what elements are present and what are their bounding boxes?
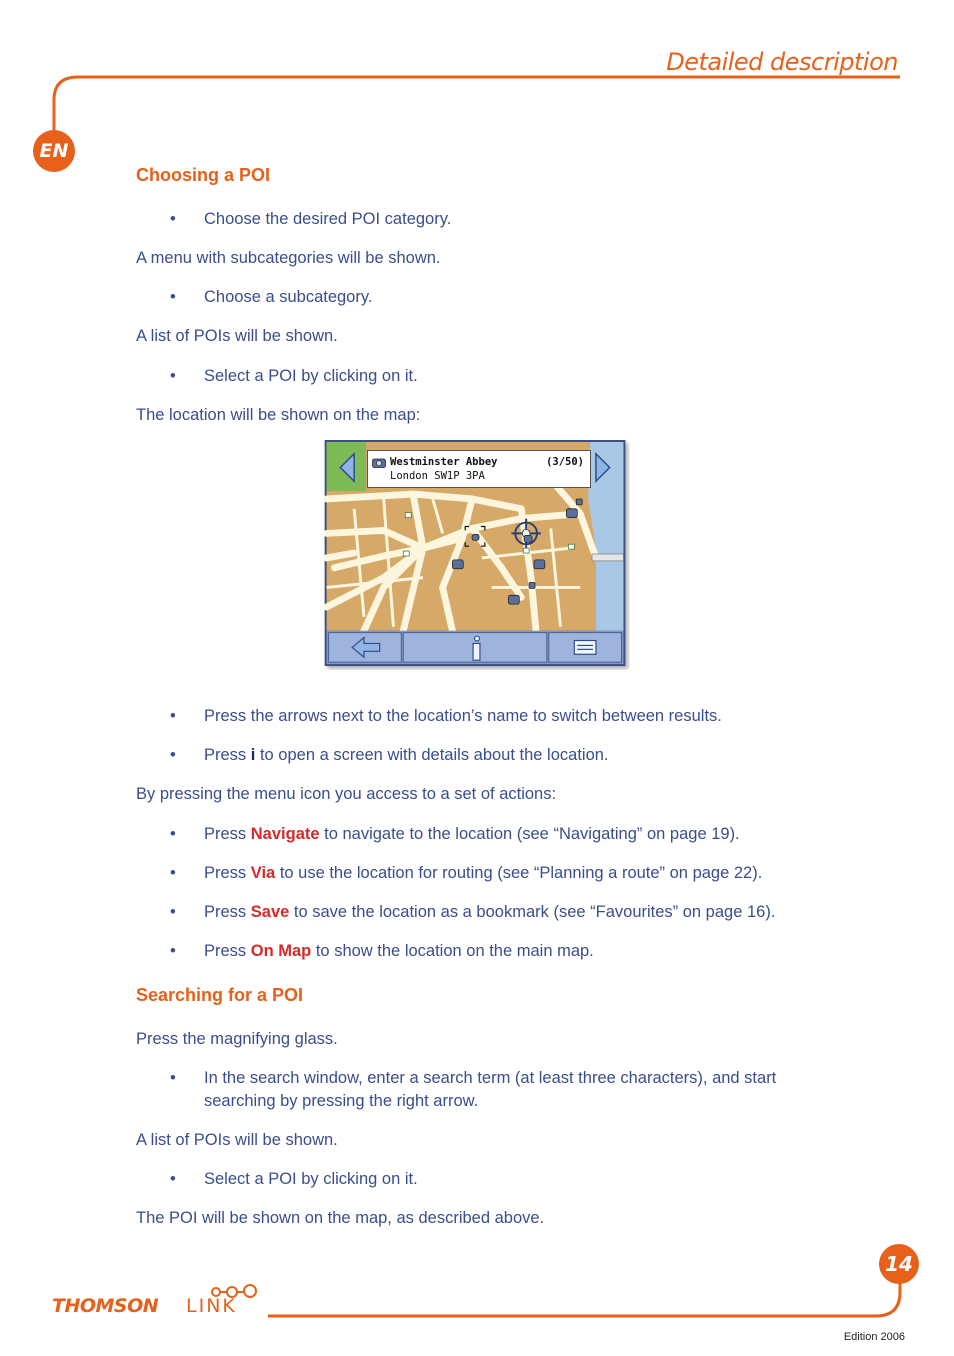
paragraph: The POI will be shown on the map, as described above. (136, 1209, 545, 1227)
keyword-on-map: On Map (250, 942, 312, 960)
bullet-dot: • (170, 288, 176, 306)
keyword-save: Save (250, 903, 290, 921)
poi-address: London SW1P 3PA (390, 470, 485, 482)
paragraph: A menu with subcategories will be shown. (136, 249, 441, 267)
keyword-navigate: Navigate (250, 825, 320, 843)
bullet-dot: • (170, 825, 176, 843)
bullet-dot: • (170, 1170, 176, 1188)
section-heading-searching: Searching for a POI (136, 985, 304, 1005)
poi-info-box (367, 450, 591, 488)
paragraph: The location will be shown on the map: (136, 406, 421, 424)
paragraph: Press the magnifying glass. (136, 1030, 338, 1048)
brand-name: THOMSON (52, 1295, 159, 1317)
bullet-dot: • (170, 210, 176, 228)
bullet-item: • Press Via to use the location for routing (see “Planning a route” on page 22). (170, 862, 810, 885)
bullet-dot: • (170, 942, 176, 960)
paragraph: By pressing the menu icon you access to a set of actions: (136, 785, 557, 803)
bullet-item: • Press the arrows next to the location’s name to switch between results. (170, 705, 810, 728)
bullet-item: • Press Save to save the location as a bookmark (see “Favourites” on page 16). (170, 901, 810, 924)
brand-link: LINK (186, 1295, 237, 1317)
edition-label: Edition 2006 (843, 1331, 905, 1343)
bullet-item: • In the search window, enter a search term (at least three characters), and start searching by pressing the right arrow. (170, 1069, 777, 1110)
bullet-item: • Press i to open a screen with details about the location. (170, 744, 810, 767)
poi-name: Westminster Abbey (390, 456, 498, 468)
bullet-item: • Choose a subcategory. (170, 286, 810, 309)
keyword-info: i (250, 746, 256, 764)
paragraph: A list of POIs will be shown. (136, 327, 338, 345)
language-badge: EN (33, 130, 75, 172)
camera-icon (372, 457, 386, 468)
page-number: 14 (879, 1244, 919, 1284)
bullet-item: • Press On Map to show the location on the main map. (170, 940, 810, 963)
keyword-via: Via (250, 864, 276, 882)
bullet-item: • Choose the desired POI category. (170, 208, 810, 231)
bullet-dot: • (170, 1069, 176, 1087)
page-title: Detailed description (666, 48, 898, 76)
bullet-dot: • (170, 903, 176, 921)
section-heading-choosing: Choosing a POI (136, 165, 271, 185)
paragraph: A list of POIs will be shown. (136, 1131, 338, 1149)
bullet-dot: • (170, 746, 176, 764)
bullet-dot: • (170, 367, 176, 385)
bullet-dot: • (170, 707, 176, 725)
poi-result-count: (3/50) (546, 456, 584, 468)
bullet-item: • Select a POI by clicking on it. (170, 365, 810, 388)
bullet-item: • Press Navigate to navigate to the location (see “Navigating” on page 19). (170, 823, 810, 846)
bullet-item: • Select a POI by clicking on it. (170, 1168, 810, 1191)
bullet-dot: • (170, 864, 176, 882)
